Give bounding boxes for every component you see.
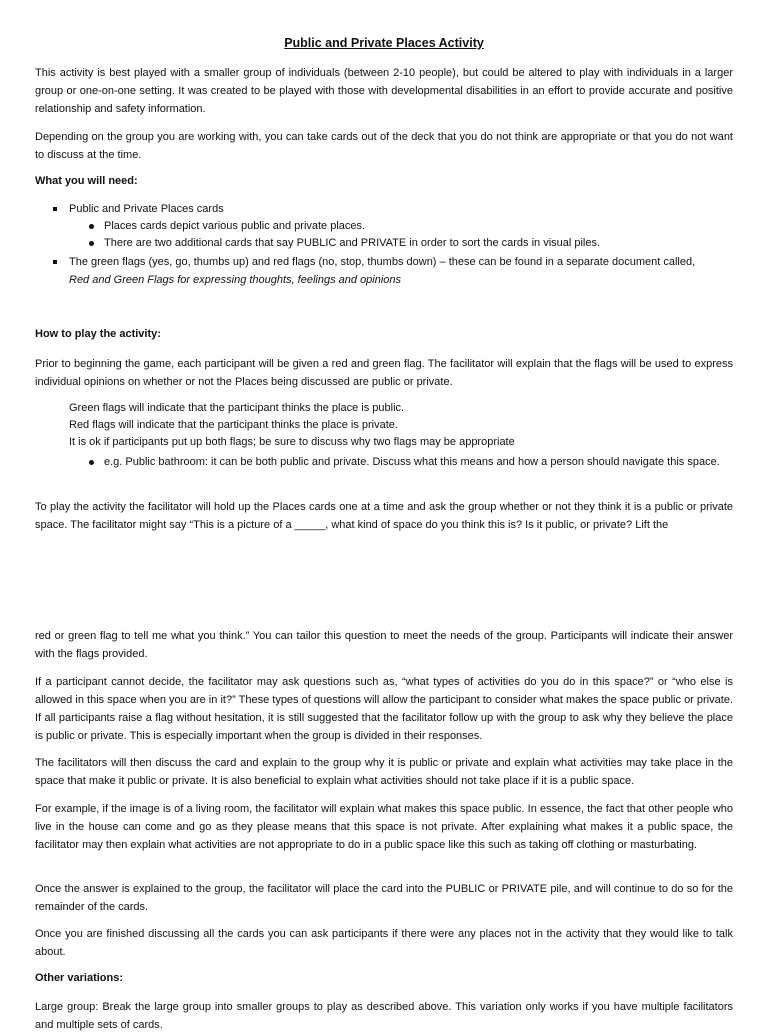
need-subitem-2: There are two additional cards that say PUBLIC and PRIVATE in order to sort the cards in visual piles. bbox=[104, 237, 601, 249]
flag-red-text: Red flags will indicate that the participant thinks the place is private. bbox=[69, 419, 398, 431]
discuss-paragraph: The facilitators will then discuss the card and explain to the group why it is public or private and explain what activities may take place in the space that make it public or private. It is also beneficial to explain what activities should not take place if it is a public space. bbox=[35, 757, 733, 787]
decide-paragraph: If a participant cannot decide, the facilitator may ask questions such as, “what types of activities do you do in this space?” or “who else is allowed in this space when you are in it?” These types of questions will allow the participant to consider what makes the space public or private. If all participants raise a flag without hesitation, it is still suggested that the facilitator follow up with the group to ask why they believe the place is public or private. This is especially important when the group is divided in their responses. bbox=[35, 676, 733, 742]
flag-example-text: e.g. Public bathroom: it can be both public and private. Discuss what this means and how a person should navigate this space. bbox=[104, 456, 720, 468]
document-title: Public and Private Places Activity bbox=[284, 36, 484, 50]
need-item-1: Public and Private Places cards bbox=[69, 203, 224, 215]
bullet-dot-icon bbox=[89, 224, 94, 229]
bullet-dot-icon bbox=[89, 460, 94, 465]
flag-both-text: It is ok if participants put up both flags; be sure to discuss why two flags may be appropriate bbox=[69, 436, 515, 448]
finished-paragraph: Once you are finished discussing all the cards you can ask participants if there were any places not in the activity that they would like to talk about. bbox=[35, 928, 733, 958]
intro-paragraph-2: Depending on the group you are working with, you can take cards out of the deck that you do not think are appropriate or that you do not want to discuss at the time. bbox=[35, 131, 733, 161]
continued-paragraph: red or green flag to tell me what you think.” You can tailor this question to meet the needs of the group. Participants will indicate their answer with the flags provided. bbox=[35, 630, 733, 660]
intro-paragraph-1: This activity is best played with a smaller group of individuals (between 2-10 people), but could be altered to play with individuals in a larger group or one-on-one setting. It was created to be played with those with developmental disabilities in an effort to provide accurate and positive relationship and safety information. bbox=[35, 67, 733, 115]
large-group-paragraph: Large group: Break the large group into smaller groups to play as described above. This variation only works if you have multiple facilitators and multiple sets of cards. bbox=[35, 1001, 733, 1031]
bullet-dot-icon bbox=[89, 241, 94, 246]
howto-paragraph-1: Prior to beginning the game, each participant will be given a red and green flag. The facilitator will explain that the flags will be used to express individual opinions on whether or not the Places being discussed are public or private. bbox=[35, 358, 733, 388]
variations-heading: Other variations: bbox=[35, 972, 124, 984]
howto-paragraph-2: To play the activity the facilitator will hold up the Places cards one at a time and ask the group whether or not they think it is a public or private space. The facilitator might say “This is a picture of a _____, what kind of space do you think this is? Is it public, or private? Lift the bbox=[35, 501, 733, 531]
once-paragraph: Once the answer is explained to the group, the facilitator will place the card into the PUBLIC or PRIVATE pile, and will continue to do so for the remainder of the cards. bbox=[35, 883, 733, 913]
need-item-2: The green flags (yes, go, thumbs up) and red flags (no, stop, thumbs down) – these can be found in a separate document called, bbox=[69, 256, 696, 268]
need-subitem-1: Places cards depict various public and private places. bbox=[104, 220, 366, 232]
bullet-square-icon bbox=[53, 260, 57, 264]
need-item-2-doc-title: Red and Green Flags for expressing thoughts, feelings and opinions bbox=[69, 274, 402, 286]
bullet-square-icon bbox=[53, 207, 57, 211]
howto-heading: How to play the activity: bbox=[35, 328, 161, 340]
need-heading: What you will need: bbox=[35, 175, 138, 187]
example-paragraph: For example, if the image is of a living room, the facilitator will explain what makes this space public. In essence, the fact that other people who live in the house can come and go as they please means that this space is not private. After explaining what makes it a public space, the facilitator may then explain what activities are not appropriate to do in a public space like this such as taking off clothing or masturbating. bbox=[35, 803, 733, 851]
flag-green-text: Green flags will indicate that the participant thinks the place is public. bbox=[69, 402, 405, 414]
